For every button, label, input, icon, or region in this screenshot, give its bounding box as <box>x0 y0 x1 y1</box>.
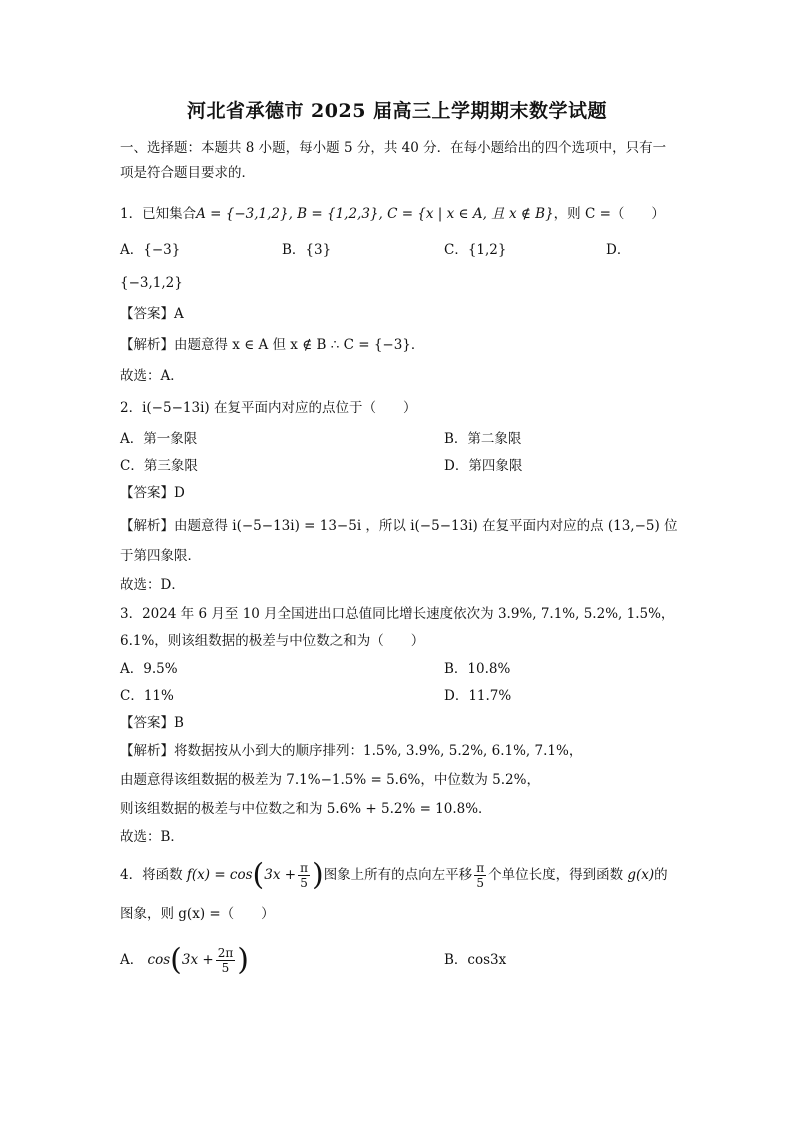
q2-analysis-line1: 【解析】由题意得 i(−5−13i) = 13−5i ，所以 i(−5−13i) 在复平面内对应的点 (13,−5) 位 <box>120 518 678 534</box>
page-title: 河北省承德市 2025 届高三上学期期末数学试题 <box>186 100 608 122</box>
q3-analysis-line3: 则该组数据的极差与中位数之和为 5.6% + 5.2% = 10.8%． <box>120 801 492 817</box>
q4-fraction-denominator: 5 <box>300 876 308 890</box>
q3-option-d: D．11.7% <box>444 688 512 704</box>
q1-option-b: B．{3} <box>282 242 332 258</box>
q4-stem-shift-text: 图象上所有的点向左平移 <box>323 867 473 883</box>
q3-analysis-line1: 【解析】将数据按从小到大的顺序排列：1.5%, 3.9%, 5.2%, 6.1%, 7.1%， <box>120 743 583 759</box>
q4-shift-denominator: 5 <box>476 876 484 890</box>
q4-argument: 3x + <box>264 867 297 883</box>
q3-option-a: A．9.5% <box>120 661 178 677</box>
q4-fraction-numerator: π <box>300 861 308 875</box>
q1-option-a: A．{−3} <box>120 242 181 258</box>
q4-paren-open: ( <box>252 857 265 893</box>
q1-answer: 【答案】A <box>120 306 184 322</box>
q1-stem-prefix: 1．已知集合 <box>120 206 197 222</box>
q4-shift-fraction <box>474 861 486 890</box>
q4-function-g: g(x) <box>627 867 655 883</box>
q2-option-c: C．第三象限 <box>120 458 198 474</box>
q4-shift-numerator: π <box>476 861 485 875</box>
q3-stem-line1: 3．2024 年 6 月至 10 月全国进出口总值同比增长速度依次为 3.9%, 7.1%, 5.2%, 1.5%， <box>120 606 675 622</box>
q1-stem-sets: A = {−3,1,2}, B = {1,2,3}, C = {x | x ∈ A, 且 x ∉ B} <box>196 206 554 222</box>
q2-option-b: B．第二象限 <box>444 431 522 447</box>
q2-stem: 2．i(−5−13i) 在复平面内对应的点位于（ ） <box>120 400 417 416</box>
q4-option-b: B．cos3x <box>444 952 507 968</box>
q4-fraction-pi-over-5 <box>298 861 310 890</box>
q4-option-a-paren-open: ( <box>170 942 182 978</box>
q1-option-c: C．{1,2} <box>444 242 507 258</box>
q3-analysis-line2: 由题意得该组数据的极差为 7.1%−1.5% = 5.6%，中位数为 5.2%， <box>120 772 540 788</box>
q2-answer: 【答案】D <box>120 485 185 501</box>
q1-option-d-value: {−3,1,2} <box>120 275 183 291</box>
q1-option-d: D． <box>606 242 631 258</box>
q4-option-a-argument: 3x + <box>181 952 214 968</box>
q4-stem-line1 <box>120 858 668 892</box>
q4-stem-line2: 图象，则 g(x) =（ ） <box>120 906 275 922</box>
q2-conclusion: 故选：D． <box>120 577 185 593</box>
q4-option-a-numerator: 2π <box>217 946 234 960</box>
q2-option-a: A．第一象限 <box>120 431 198 447</box>
q4-function-f: f(x) = cos <box>186 867 253 883</box>
q4-option-a-fraction <box>216 946 236 975</box>
section-instructions-line2: 项是符合题目要求的． <box>120 165 255 181</box>
q4-stem-prefix: 4．将函数 <box>120 867 183 883</box>
q3-answer: 【答案】B <box>120 715 184 731</box>
q4-stem-de: 的 <box>654 867 668 883</box>
q4-option-a-denominator: 5 <box>221 961 230 975</box>
q4-option-a <box>120 942 249 978</box>
q4-option-a-label: A． <box>120 952 144 968</box>
q2-option-d: D．第四象限 <box>444 458 523 474</box>
q4-paren-close: ) <box>311 857 324 893</box>
q4-option-a-paren-close: ) <box>237 942 249 978</box>
q1-analysis: 【解析】由题意得 x ∈ A 但 x ∉ B ∴ C = {−3}． <box>120 337 425 353</box>
q1-conclusion: 故选：A． <box>120 368 184 384</box>
section-instructions-line1: 一、选择题：本题共 8 小题，每小题 5 分，共 40 分．在每小题给出的四个选项中，只有一 <box>120 140 667 156</box>
q3-option-c: C．11% <box>120 688 174 704</box>
q4-stem-unit-text: 个单位长度，得到函数 <box>488 867 624 883</box>
q2-analysis-line2: 于第四象限． <box>120 548 201 564</box>
q1-stem <box>120 204 665 224</box>
q3-conclusion: 故选：B． <box>120 829 184 845</box>
q3-stem-line2: 6.1%，则该组数据的极差与中位数之和为（ ） <box>120 633 425 649</box>
q4-option-a-cos: cos <box>147 952 171 968</box>
q3-option-b: B．10.8% <box>444 661 511 677</box>
q1-stem-suffix: ，则 C =（ ） <box>553 206 665 222</box>
